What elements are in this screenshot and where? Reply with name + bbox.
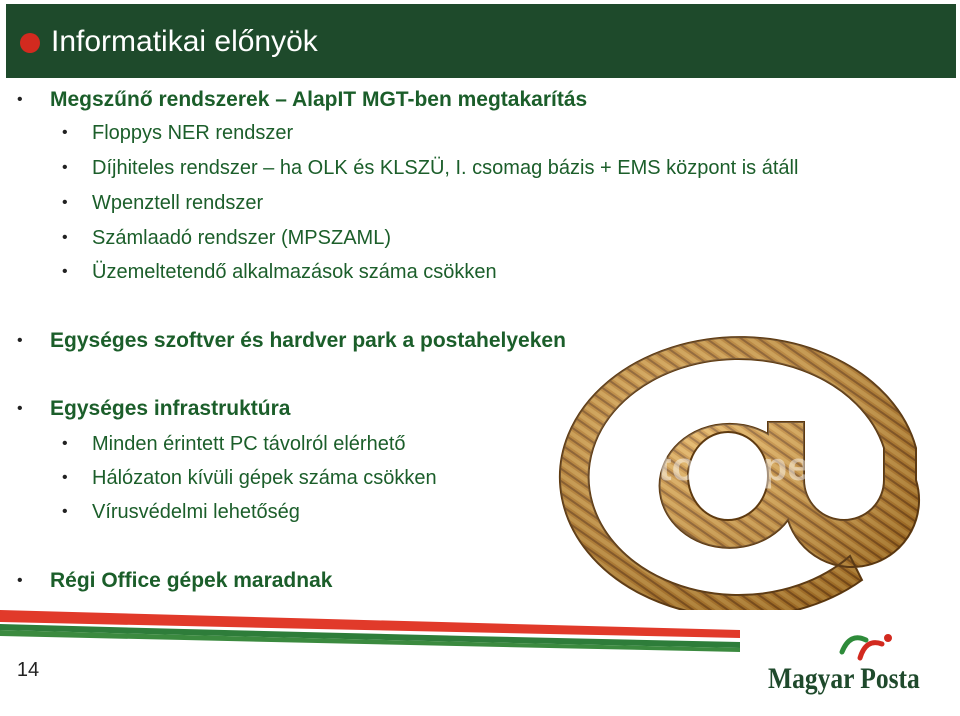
bullet-icon: •: [17, 91, 23, 108]
bullet-icon: •: [17, 400, 23, 417]
bullet-icon: •: [17, 332, 23, 349]
bullet-icon: •: [62, 124, 68, 141]
bullet-icon: •: [62, 159, 68, 176]
list-item: Egységes szoftver és hardver park a postahelyeken: [50, 329, 566, 352]
list-item: Megszűnő rendszerek – AlapIT MGT-ben megtakarítás: [50, 88, 588, 111]
list-item: Régi Office gépek maradnak: [50, 569, 333, 592]
footer-stripes: [0, 600, 960, 716]
list-item: Vírusvédelmi lehetőség: [92, 501, 300, 523]
bullet-icon: •: [62, 435, 68, 452]
bullet-icon: •: [17, 572, 23, 589]
list-item: Wpenztell rendszer: [92, 192, 264, 214]
bullet-icon: •: [62, 194, 68, 211]
list-item: Egységes infrastruktúra: [50, 397, 291, 420]
at-sign-icon: [532, 330, 944, 610]
bullet-dot-icon: [20, 33, 40, 53]
list-item: Számlaadó rendszer (MPSZAML): [92, 227, 391, 249]
image-watermark: stockxpert: [636, 445, 839, 489]
list-item: Üzemeltetendő alkalmazások száma csökken: [92, 261, 497, 283]
bullet-icon: •: [62, 263, 68, 280]
brand-logo: Magyar Posta: [768, 662, 920, 695]
page-number: 14: [16, 659, 40, 681]
list-item: Díjhiteles rendszer – ha OLK és KLSZÜ, I. csomag bázis + EMS központ is átáll: [92, 157, 799, 179]
list-item: Floppys NER rendszer: [92, 122, 294, 144]
slide-title: Informatikai előnyök: [51, 25, 318, 58]
list-item: Hálózaton kívüli gépek száma csökken: [92, 467, 437, 489]
list-item: Minden érintett PC távolról elérhető: [92, 433, 406, 455]
slide-header: [6, 4, 956, 78]
bullet-icon: •: [62, 229, 68, 246]
bullet-icon: •: [62, 503, 68, 520]
bullet-icon: •: [62, 469, 68, 486]
